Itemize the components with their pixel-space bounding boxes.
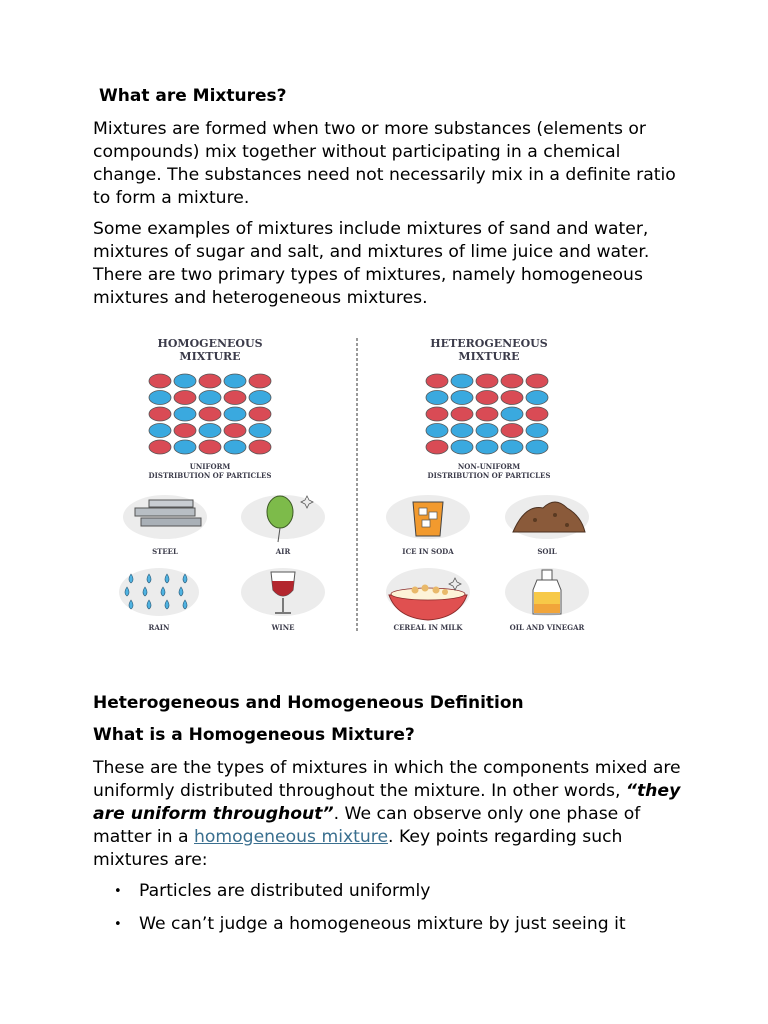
particle: [476, 407, 498, 421]
mixtures-infographic: [115, 330, 605, 640]
left-caption-line-2: DISTRIBUTION OF PARTICLES: [148, 471, 272, 480]
particle: [501, 391, 523, 405]
list-item: [93, 913, 693, 946]
uniform-particle-grid: [149, 374, 271, 454]
particle: [526, 391, 548, 405]
particle: [451, 440, 473, 454]
particle: [224, 424, 246, 438]
paragraph-part-3: . Key points regarding such mixtures are:: [93, 827, 623, 870]
bullet-icon: •: [114, 884, 122, 899]
particle: [476, 440, 498, 454]
paragraph-mixture-examples: Some examples of mixtures include mixtures of sand and water, mixtures of sugar and salt, and mixtures of lime juice and water. There are two primary types of mixtures, namely homogeneous mixtures and heterogeneous mixtures.: [93, 219, 650, 308]
particle: [174, 374, 196, 388]
particle: [174, 440, 196, 454]
cereal-in-milk-label: CEREAL IN MILK: [393, 623, 463, 632]
left-caption-line-1: UNIFORM: [189, 462, 231, 471]
paragraph-homogeneous-description: [93, 757, 693, 872]
particle: [451, 391, 473, 405]
particle: [526, 424, 548, 438]
particle: [149, 407, 171, 421]
particle: [426, 391, 448, 405]
particle: [199, 391, 221, 405]
heading-definitions: Heterogeneous and Homogeneous Definition: [93, 693, 524, 713]
particle: [501, 407, 523, 421]
particle: [224, 440, 246, 454]
particle: [174, 407, 196, 421]
particle: [149, 374, 171, 388]
particle: [149, 440, 171, 454]
particle: [526, 407, 548, 421]
particle: [451, 407, 473, 421]
steel-label: STEEL: [152, 547, 178, 556]
infographic-svg: [115, 330, 605, 640]
bullet-icon: •: [114, 917, 122, 932]
soda-glass-icon: [386, 495, 470, 539]
particle: [199, 440, 221, 454]
paragraph-part-2: . We can observe only one phase of matter in a: [93, 804, 641, 847]
right-title-line-1: HETEROGENEOUS: [430, 337, 548, 350]
particle: [249, 391, 271, 405]
particle: [199, 374, 221, 388]
left-title-line-2: MIXTURE: [179, 350, 241, 363]
emphasis-uniform-throughout: “they are uniform throughout”: [93, 781, 681, 824]
rain-label: RAIN: [148, 623, 170, 632]
particle: [224, 391, 246, 405]
particle: [501, 374, 523, 388]
raindrops-icon: [119, 568, 199, 616]
particle: [249, 424, 271, 438]
list-item-text: Particles are distributed uniformly: [139, 881, 431, 901]
non-uniform-particle-grid: [426, 374, 548, 454]
particle: [476, 374, 498, 388]
homogeneous-mixture-link[interactable]: homogeneous mixture: [194, 827, 389, 847]
particle: [199, 424, 221, 438]
right-caption-line-1: NON-UNIFORM: [457, 462, 521, 471]
oil-and-vinegar-label: OIL AND VINEGAR: [509, 623, 585, 632]
particle: [426, 424, 448, 438]
particle: [526, 374, 548, 388]
particle: [501, 440, 523, 454]
wine-label: WINE: [271, 623, 295, 632]
right-title-line-2: MIXTURE: [458, 350, 520, 363]
oil-bottle-icon: [505, 568, 589, 616]
particle: [224, 374, 246, 388]
particle: [501, 424, 523, 438]
particle: [249, 374, 271, 388]
list-item: [93, 880, 693, 913]
ice-in-soda-label: ICE IN SODA: [402, 547, 454, 556]
particle: [451, 424, 473, 438]
paragraph-mixtures-definition: Mixtures are formed when two or more substances (elements or compounds) mix together without participating in a chemical change. The substances need not necessarily mix in a definite ratio to form a mixture.: [93, 119, 676, 208]
particle: [199, 407, 221, 421]
particle: [149, 424, 171, 438]
wine-glass-icon: [241, 568, 325, 616]
key-points-list: [93, 880, 693, 946]
right-caption-line-2: DISTRIBUTION OF PARTICLES: [427, 471, 551, 480]
particle: [174, 424, 196, 438]
heading-what-are-mixtures: What are Mixtures?: [99, 86, 287, 106]
particle: [426, 440, 448, 454]
left-title-line-1: HOMOGENEOUS: [157, 337, 263, 350]
particle: [249, 440, 271, 454]
particle: [426, 407, 448, 421]
steel-icon: [123, 495, 207, 539]
particle: [451, 374, 473, 388]
balloon-icon: [241, 495, 325, 542]
particle: [476, 391, 498, 405]
soil-label: SOIL: [537, 547, 557, 556]
particle: [174, 391, 196, 405]
soil-pile-icon: [505, 495, 589, 539]
list-item-text: We can’t judge a homogeneous mixture by just seeing it: [139, 914, 626, 934]
particle: [249, 407, 271, 421]
particle: [224, 407, 246, 421]
particle: [149, 391, 171, 405]
air-label: AIR: [275, 547, 291, 556]
cereal-bowl-icon: [386, 568, 470, 620]
particle: [526, 440, 548, 454]
particle: [476, 424, 498, 438]
particle: [426, 374, 448, 388]
heading-homogeneous-mixture: What is a Homogeneous Mixture?: [93, 725, 415, 745]
paragraph-part-1: These are the types of mixtures in which the components mixed are uniformly distributed throughout the mixture. In other words,: [93, 758, 681, 801]
